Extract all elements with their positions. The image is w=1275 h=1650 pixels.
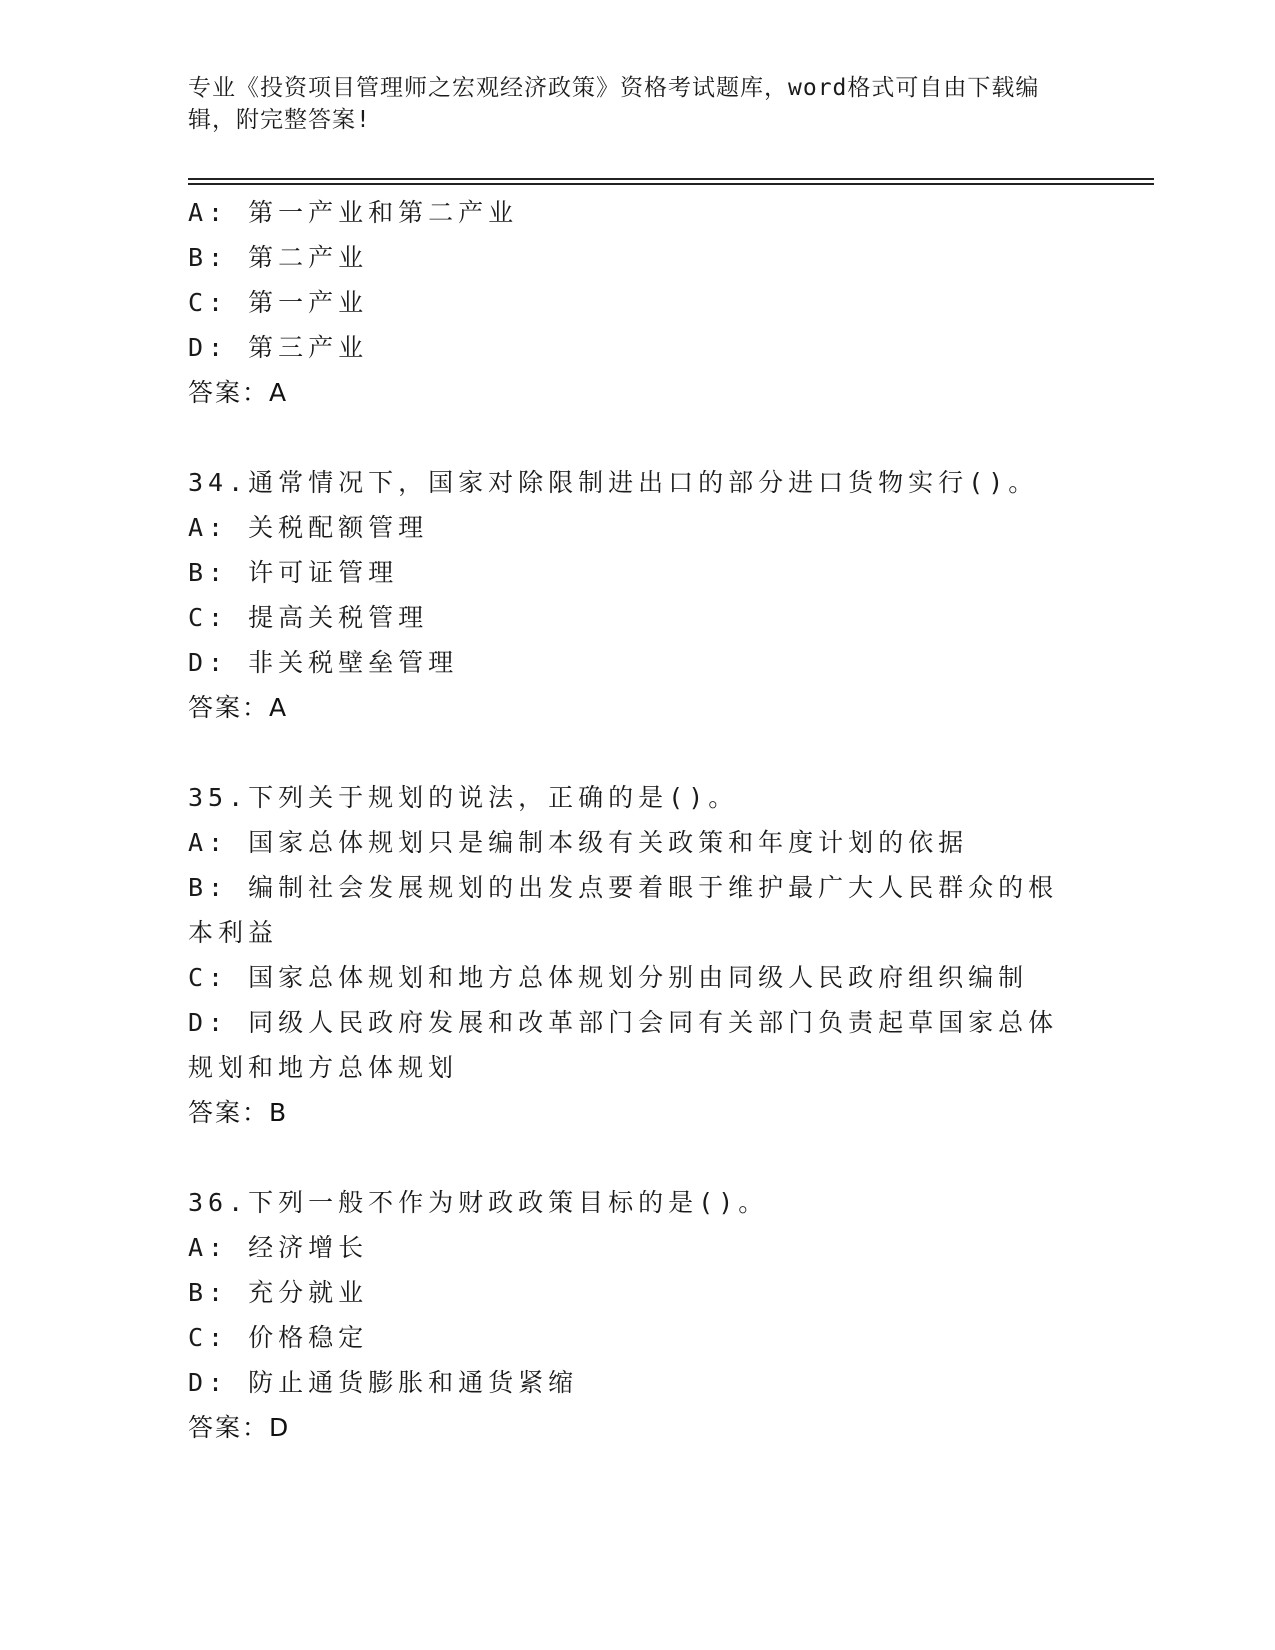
question-36-block [188,1180,1088,1450]
q35-answer: 答案：B [188,1098,289,1127]
document-header-note: 专业《投资项目管理师之宏观经济政策》资格考试题库，word格式可自由下载编辑，附完整答案! [188,75,1040,133]
q35-stem: 35.下列关于规划的说法，正确的是()。 [188,783,739,812]
q34-option-d: D: 非关税壁垒管理 [188,648,459,677]
q33-option-d: D: 第三产业 [188,333,369,362]
q34-option-a: A: 关税配额管理 [188,513,429,542]
q34-stem: 34.通常情况下，国家对除限制进出口的部分进口货物实行()。 [188,468,1039,497]
q35-option-b: B: 编制社会发展规划的出发点要着眼于维护最广大人民群众的根本利益 [188,873,1059,947]
q34-answer: 答案：A [188,693,289,722]
q33-option-c: C: 第一产业 [188,288,369,317]
header-divider-bottom [188,183,1154,185]
q36-option-a: A: 经济增长 [188,1233,369,1262]
q36-stem: 36.下列一般不作为财政政策目标的是()。 [188,1188,769,1217]
q35-option-c: C: 国家总体规划和地方总体规划分别由同级人民政府组织编制 [188,963,1029,992]
question-34-block [188,460,1088,730]
q35-option-a: A: 国家总体规划只是编制本级有关政策和年度计划的依据 [188,828,969,857]
question-33-block [188,190,1088,415]
q33-option-a: A: 第一产业和第二产业 [188,198,519,227]
q36-option-c: C: 价格稳定 [188,1323,369,1352]
header-divider-top [188,178,1154,180]
q33-option-b: B: 第二产业 [188,243,369,272]
question-list [188,190,1088,1450]
q36-option-b: B: 充分就业 [188,1278,369,1307]
q35-option-d: D: 同级人民政府发展和改革部门会同有关部门负责起草国家总体规划和地方总体规划 [188,1008,1059,1082]
q34-option-b: B: 许可证管理 [188,558,399,587]
q36-option-d: D: 防止通货膨胀和通货紧缩 [188,1368,579,1397]
q33-answer: 答案：A [188,378,289,407]
question-35-block [188,775,1088,1135]
q36-answer: 答案：D [188,1413,291,1442]
q34-option-c: C: 提高关税管理 [188,603,429,632]
